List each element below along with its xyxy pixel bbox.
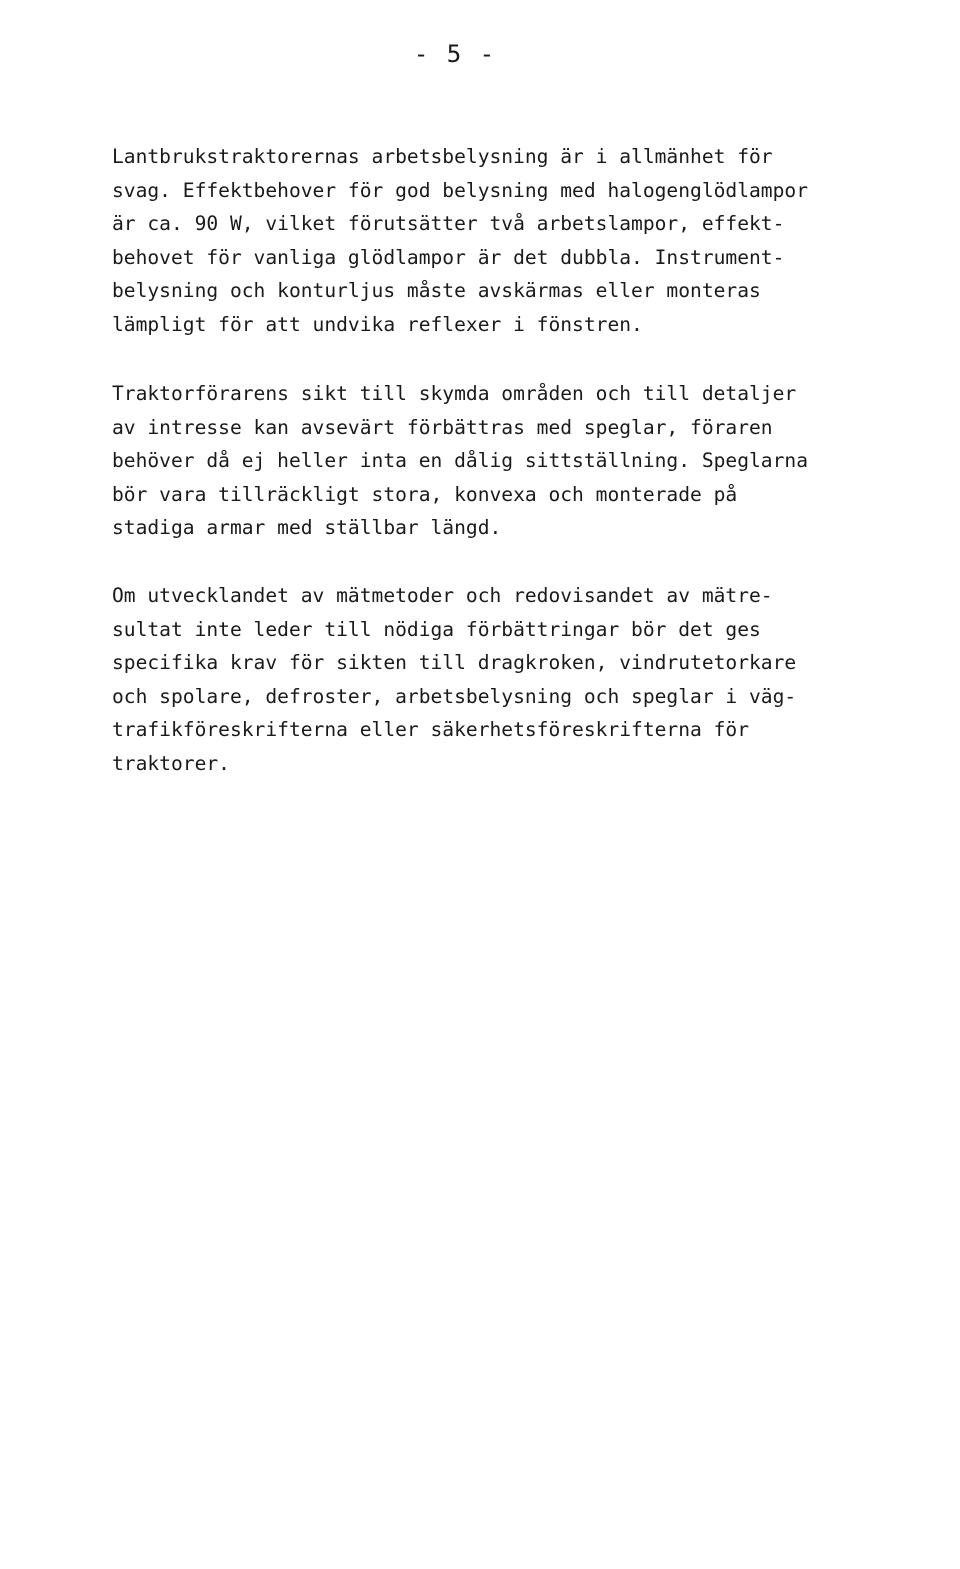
paragraph-regulations	[112, 579, 922, 781]
text-line: traktorer.	[112, 751, 230, 775]
text-line: Om utvecklandet av mätmetoder och redovisandet av mätre-	[112, 584, 773, 607]
text-line: behöver då ej heller inta en dålig sittställning. Speglarna	[112, 449, 808, 473]
text-line: Traktorförarens sikt till skymda områden och till detaljer	[112, 382, 797, 405]
paragraph-lighting	[112, 140, 922, 342]
text-line: av intresse kan avsevärt förbättras med speglar, föraren	[112, 415, 773, 439]
text-line: och spolare, defroster, arbetsbelysning och speglar i väg-	[112, 684, 797, 708]
text-line: är ca. 90 W, vilket förutsätter två arbetslampor, effekt-	[112, 212, 785, 236]
text-line: specifika krav för sikten till dragkroken, vindrutetorkare	[112, 651, 797, 675]
paragraph-mirrors	[112, 377, 922, 545]
page-number: - 5 -	[413, 40, 497, 68]
text-line: bör vara tillräckligt stora, konvexa och monterade på	[112, 482, 738, 506]
text-line: sultat inte leder till nödiga förbättringar bör det ges	[112, 617, 761, 641]
text-line: trafikföreskrifterna eller säkerhetsföreskrifterna för	[112, 718, 750, 742]
text-line: Lantbrukstraktorernas arbetsbelysning är i allmänhet för	[112, 145, 773, 168]
text-line: lämpligt för att undvika reflexer i fönstren.	[112, 312, 643, 336]
text-line: behovet för vanliga glödlampor är det dubbla. Instrument-	[112, 245, 785, 269]
text-line: stadiga armar med ställbar längd.	[112, 516, 502, 540]
text-line: svag. Effektbehover för god belysning med halogenglödlampor	[112, 178, 808, 202]
text-line: belysning och konturljus måste avskärmas eller monteras	[112, 279, 761, 303]
